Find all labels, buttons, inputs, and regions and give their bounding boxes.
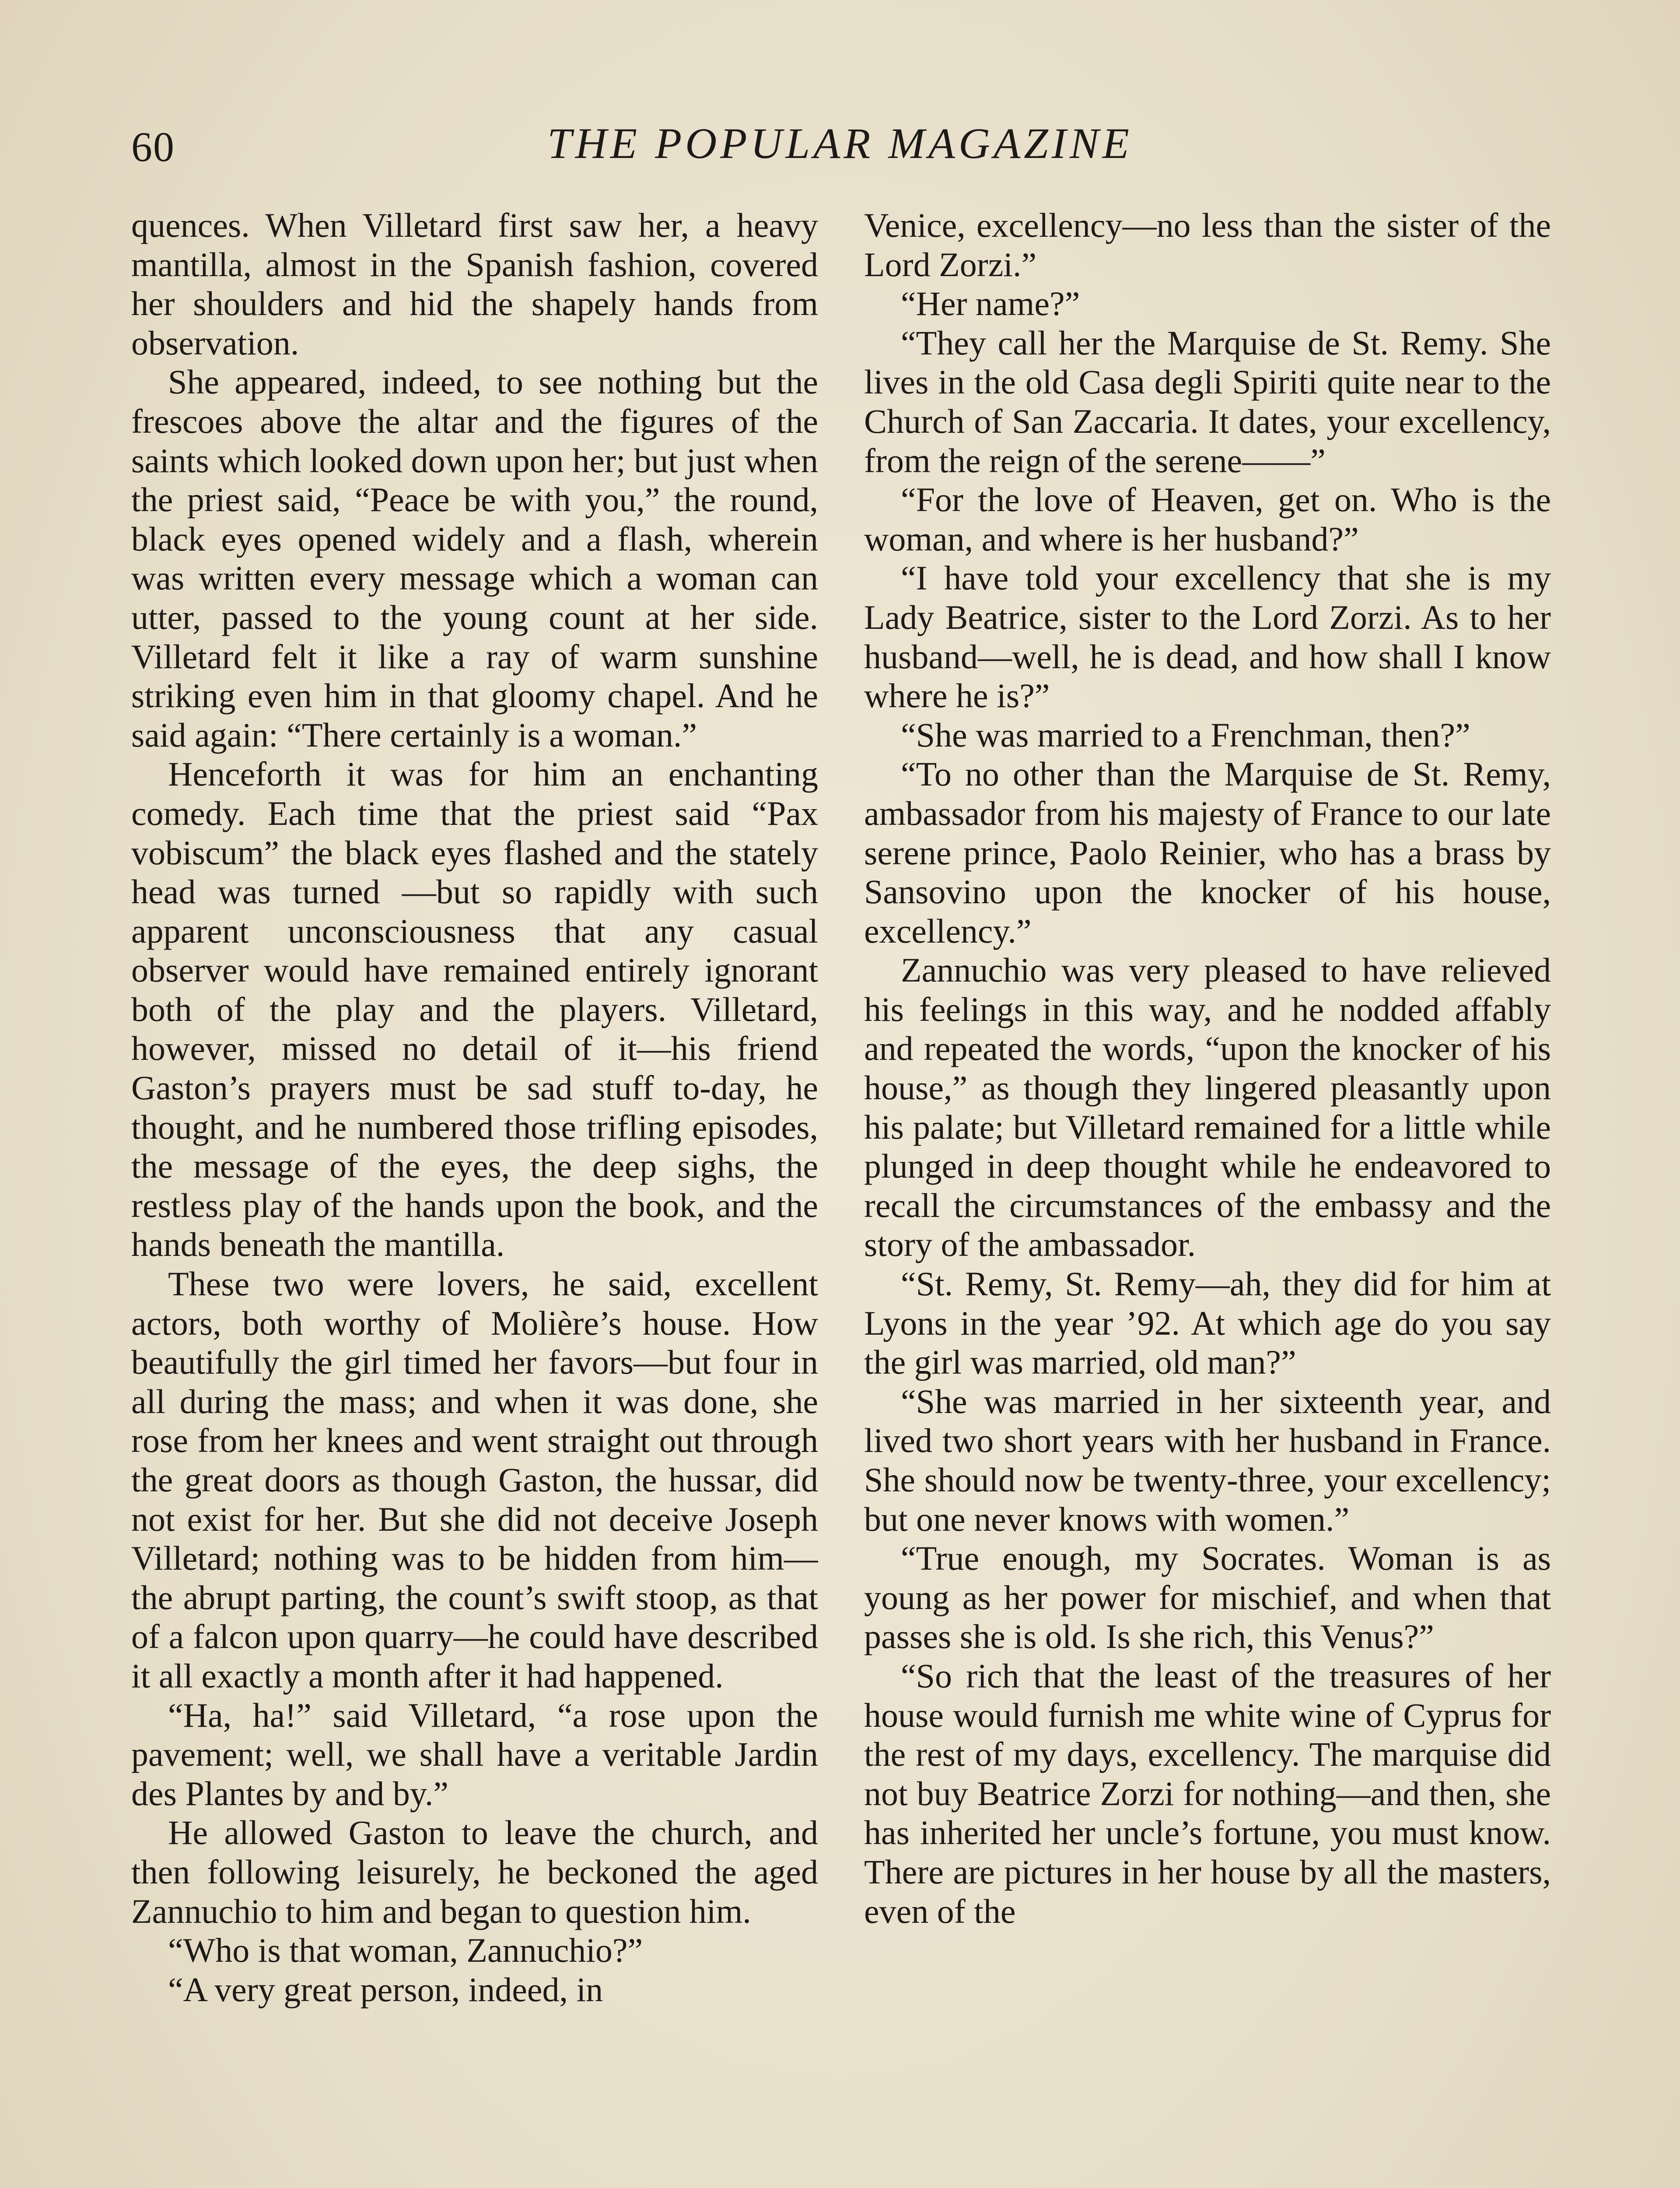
paragraph: “She was married in her sixteenth year, and lived two short years with her husband in France. She should now be twenty-three, your excellency; but one never knows with women.” [864, 1382, 1551, 1538]
paragraph: quences. When Villetard first saw her, a heavy mantilla, almost in the Spanish fashion, covered her shoulders and hid the shapely hands from observation. [131, 206, 818, 362]
paragraph: “St. Remy, St. Remy—ah, they did for him at Lyons in the year ’92. At which age do you say the girl was married, old man?” [864, 1265, 1551, 1382]
left-column [131, 206, 818, 2188]
paragraph: “For the love of Heaven, get on. Who is the woman, and where is her husband?” [864, 480, 1551, 558]
right-column [864, 206, 1551, 2188]
paragraph: “Who is that woman, Zannuchio?” [168, 1931, 643, 1970]
paragraph: “I have told your excellency that she is my Lady Beatrice, sister to the Lord Zorzi. As to her husband—well, he is dead, and how shall I know where he is?” [864, 559, 1551, 715]
running-title: THE POPULAR MAGAZINE [547, 119, 1133, 168]
paragraph: “To no other than the Marquise de St. Remy, ambassador from his majesty of France to our late serene prince, Paolo Reinier, who has a brass by Sansovino upon the knocker of his house, excellency.” [864, 755, 1551, 950]
paragraph: “True enough, my Socrates. Woman is as young as her power for mischief, and when that passes she is old. Is she rich, this Venus?” [864, 1539, 1551, 1656]
paragraph: She appeared, indeed, to see nothing but the frescoes above the altar and the figures of the saints which looked down upon her; but just when the priest said, “Peace be with you,” the round, black eyes opened widely and a flash, wherein was written every message which a woman can utter, passed to the young count at her side. Villetard felt it like a ray of warm sunshine striking even him in that gloomy chapel. And he said again: “There certainly is a woman.” [131, 363, 818, 754]
paragraph: Zannuchio was very pleased to have relieved his feelings in this way, and he nodded affably and repeated the words, “upon the knocker of his house,” as though they lingered pleasantly upon his palate; but Villetard remained for a little while plunged in deep thought while he endeavored to recall the circumstances of the embassy and the story of the ambassador. [864, 951, 1551, 1264]
paragraph: “They call her the Marquise de St. Remy. She lives in the old Casa degli Spiriti quite near to the Church of San Zaccaria. It dates, your excellency, from the reign of the serene——” [864, 323, 1551, 480]
page-header [131, 118, 1549, 179]
paragraph: These two were lovers, he said, excellent actors, both worthy of Molière’s house. How beautifully the girl timed her favors—but four in all during the mass; and when it was done, she rose from her knees and went straight out through the great doors as though Gaston, the hussar, did not exist for her. But she did not deceive Joseph Villetard; nothing was to be hidden from him—the abrupt parting, the count’s swift stoop, as that of a falcon upon quarry—he could have described it all exactly a month after it had happened. [131, 1265, 818, 1695]
paragraph: “So rich that the least of the treasures of her house would furnish me white wine of Cyprus for the rest of my days, excellency. The marquise did not buy Beatrice Zorzi for nothing—and then, she has inherited her uncle’s fortune, you must know. There are pictures in her house by all the masters, even of the [864, 1656, 1551, 1930]
paragraph: Venice, excellency—no less than the sister of the Lord Zorzi.” [864, 206, 1551, 284]
paragraph: “Her name?” [901, 284, 1080, 323]
paragraph: “Ha, ha!” said Villetard, “a rose upon the pavement; well, we shall have a veritable Jardin des Plantes by and by.” [131, 1696, 818, 1813]
paragraph: “She was married to a Frenchman, then?” [901, 715, 1470, 754]
paragraph: Henceforth it was for him an enchanting comedy. Each time that the priest said “Pax vobiscum” the black eyes flashed and the stately head was turned —but so rapidly with such apparent unconsciousness that any casual observer would have remained entirely ignorant both of the play and the players. Villetard, however, missed no detail of it—his friend Gaston’s prayers must be sad stuff to-day, he thought, and he numbered those trifling episodes, the message of the eyes, the deep sighs, the restless play of the hands upon the book, and the hands beneath the mantilla. [131, 755, 818, 1264]
paragraph: “A very great person, indeed, in [168, 1970, 603, 2009]
page-number: 60 [131, 123, 175, 170]
paragraph: He allowed Gaston to leave the church, and then following leisurely, he beckoned the aged Zannuchio to him and began to question him. [131, 1813, 818, 1930]
